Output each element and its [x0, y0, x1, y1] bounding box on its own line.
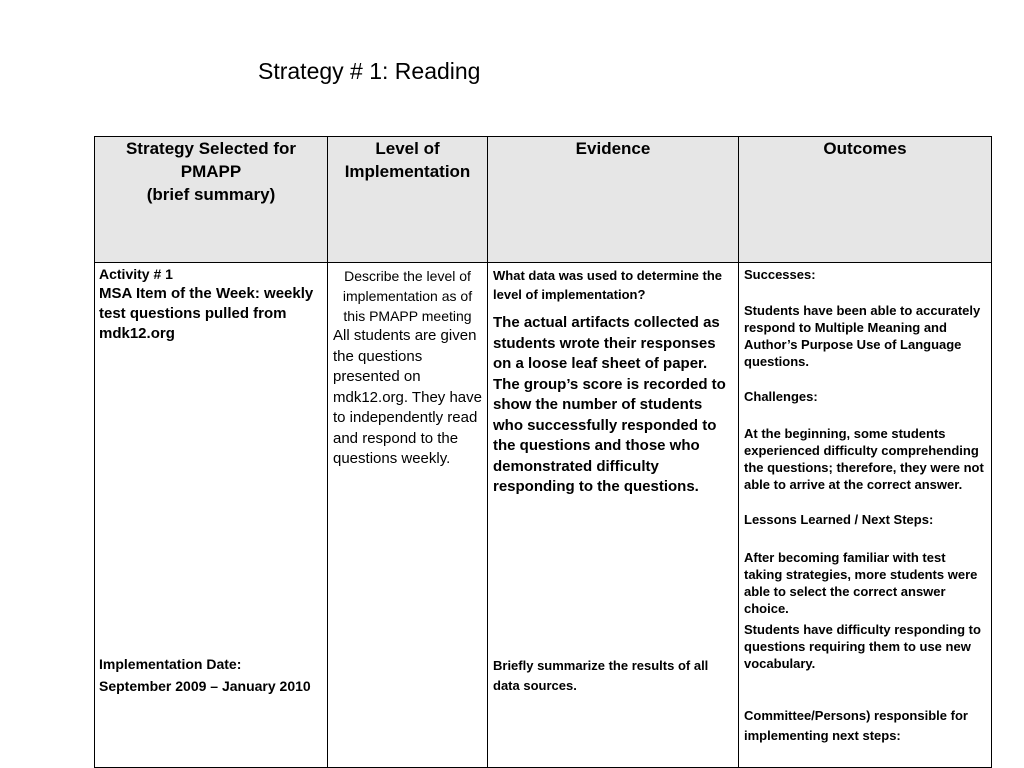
header-strategy-line-1: Strategy Selected for [125, 139, 297, 158]
successes-label: Successes: [744, 267, 816, 282]
outcomes-cell [739, 263, 992, 768]
header-level-line-2: Implementation [344, 162, 471, 181]
implementation-date [99, 653, 311, 697]
evidence-cell [488, 263, 739, 768]
committee-label: Committee/Persons) responsible for implementing next steps: [744, 708, 968, 743]
implementation-date-value: September 2009 – January 2010 [99, 678, 311, 694]
lessons-label: Lessons Learned / Next Steps: [744, 512, 934, 527]
header-outcomes: Outcomes [739, 137, 992, 263]
header-strategy-line-3: (brief summary) [146, 185, 276, 204]
header-evidence: Evidence [488, 137, 739, 263]
level-body-text: All students are given the questions presented on mdk12.org. They have to independently read and respond to the questions weekly. [333, 327, 482, 467]
page-title: Strategy # 1: Reading [258, 58, 481, 84]
lessons-text-2: Students have difficulty responding to questions requiring them to use new vocabulary. [744, 622, 981, 671]
header-strategy [95, 137, 328, 263]
header-strategy-line-2: PMAPP [180, 162, 242, 181]
evidence-summary-prompt: Briefly summarize the results of all data sources. [493, 658, 709, 693]
strategy-cell [95, 263, 328, 768]
challenges-label: Challenges: [744, 389, 818, 404]
activity-label: Activity # 1 [99, 266, 173, 282]
challenges-text: At the beginning, some students experienced difficulty comprehending the questions; therefore, they were not able to arrive at the correct answer. [744, 426, 984, 492]
implementation-date-label: Implementation Date: [99, 656, 242, 672]
msa-text: MSA Item of the Week: weekly test questions pulled from mdk12.org [99, 285, 314, 342]
level-describe-prompt: Describe the level of implementation as of this PMAPP meeting [342, 268, 473, 324]
body-row [95, 263, 992, 768]
level-cell [328, 263, 488, 768]
evidence-question: What data was used to determine the level of implementation? [493, 268, 722, 302]
successes-text: Students have been able to accurately respond to Multiple Meaning and Author’s Purpose Use of Language questions. [744, 303, 981, 369]
lessons-text-1: After becoming familiar with test taking strategies, more students were able to select the correct answer choice. [744, 550, 978, 616]
header-level-line-1: Level of [375, 139, 440, 158]
evidence-answer: The actual artifacts collected as students wrote their responses on a loose leaf sheet of paper. The group’s score is recorded to show the number of students who successfully responded to the questions and those who demonstrated difficulty responding to the questions. [493, 314, 726, 495]
strategy-table [94, 136, 992, 768]
header-row [95, 137, 992, 263]
header-level [328, 137, 488, 263]
